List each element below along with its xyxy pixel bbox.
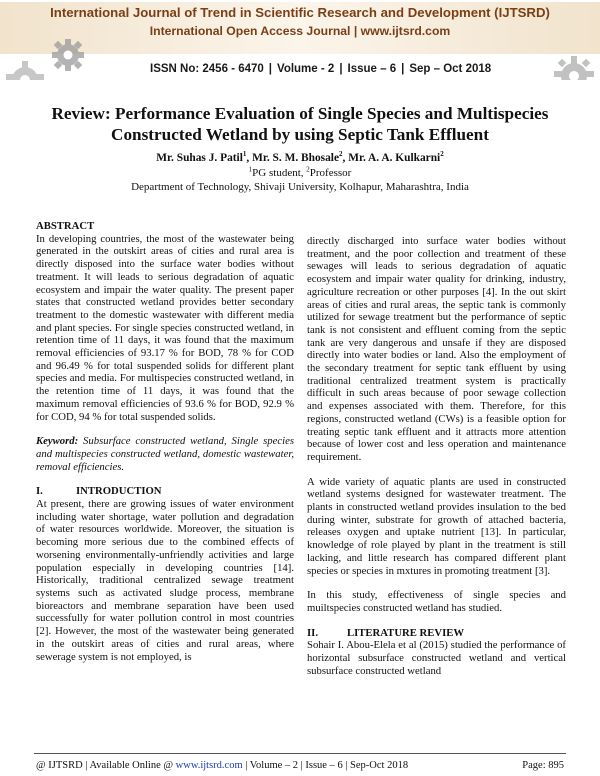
paper-title	[20, 103, 580, 145]
role-mark: 1	[248, 165, 253, 174]
footer-divider	[34, 753, 566, 754]
journal-website-link[interactable]: www.ijtsrd.com	[175, 760, 243, 771]
page-footer	[0, 747, 600, 776]
footer-prefix: @ IJTSRD | Available Online @	[36, 760, 176, 771]
journal-title: International Journal of Trend in Scientific Research and Development (IJTSRD)	[50, 5, 550, 20]
keywords-text: Subsurface constructed wetland, Single species and multispecies constructed wetland, domestic wastewater, removal efficiencies.	[36, 435, 295, 473]
paragraph: directly discharged into surface water bodies without treatment, and the poor collection and treatment of these sewages will leads to serious degradation of aquatic ecosystem and impair water quality for drinking, industry, agriculture recreation or other purposes [4]. In the out skirt areas of cities and rural areas, the septic tank is commonly utilized for sewage treatment but the performance of septic tank is not consistent and effluent coming from the septic tank are very dangerous and unsafe if they are disposed directly into water bodies or land. Also the employment of the secondary treatment for septic tank effluent by using traditional centralized treatment system is practically difficult in such areas because of poor sewage collection and expenses associated with them. Therefore, for this regions, constructed wetland (CWs) is a feasible option for treating septic tank effluent and it attracts more attention because of lower cost and less operation and maintenance requirement.	[307, 235, 566, 463]
intro-heading	[36, 485, 294, 498]
issn-number: ISSN No: 2456 - 6470	[150, 63, 264, 75]
abstract-heading: ABSTRACT	[36, 220, 95, 232]
paragraph: In this study, effectiveness of single species and muiltspecies constructed wetland has studied.	[307, 589, 566, 614]
keywords-label: Keyword:	[36, 435, 79, 448]
issue-date: Sep – Oct 2018	[409, 63, 492, 75]
gear-icon	[44, 36, 92, 74]
right-column	[307, 235, 566, 678]
author-affiliation-mark: 2	[339, 150, 343, 159]
author-affiliation-mark: 2	[440, 150, 444, 159]
footer-info	[36, 760, 408, 771]
section-title: LITERATURE REVIEW	[347, 626, 465, 639]
journal-subtitle: International Open Access Journal | www.ijtsrd.com	[149, 24, 451, 38]
paragraph: Sohair I. Abou-Elela et al (2015) studied the performance of horizontal subsurface constructed wetland and vertical subsurface constructed wetland	[307, 639, 566, 677]
author-roles	[0, 167, 600, 179]
department: Department of Technology, Shivaji University, Kolhapur, Maharashtra, India	[131, 181, 469, 193]
intro-text: At present, there are growing issues of water environment including water shortage, water pollution and degradation of water resources worldwide. Moreover, the situation is becoming more serious due to the combined effects of worsening environmentally-unfriendly activities and large population especially in developing countries [14]. Historically, traditional centralized sewage treatment systems such as activated sludge process, membrane bioreactors and membrane separation have been used successfully for water pollution control in most countries [2]. However, the most of the wastewater being generated in the outskirt areas of cities and rural areas, where sewerage system is not employed, is	[36, 498, 294, 663]
literature-heading	[307, 627, 566, 640]
issn-line: ISSN No: 2456 - 6470 | Volume - 2 | Issue – 6 | Sep – Oct 2018	[150, 63, 492, 75]
section-number: I.	[36, 485, 43, 498]
role-text: PG student,	[252, 167, 304, 179]
paper-title-line-2: Constructed Wetland by using Septic Tank Effluent	[111, 125, 489, 144]
left-column	[36, 220, 294, 663]
issue: Issue – 6	[347, 63, 397, 75]
gear-icon	[3, 58, 47, 80]
author-affiliation-mark: 1	[242, 150, 247, 159]
section-title: INTRODUCTION	[76, 485, 162, 498]
keywords	[36, 435, 294, 473]
paragraph: A wide variety of aquatic plants are used in constructed wetland systems designed for wastewater treatment. The plants in constructed wetland provides insulation to the bed during winter, substrate for growth of attached bacteria, releases oxygen and uptake nutrient [13]. In particular, knowledge of role played by plant in the treatment is still lacking, and little research has compared different plant species or species in mxtures in promoting treatment [3].	[307, 475, 566, 577]
abstract-text: In developing countries, the most of the wastewater being generated in the outskirt areas of cities and rural area is directly disposed into the surface water bodies without treatment. It will leads to serious degradation of aquatic ecosystem and impair the water quality. The present paper states that constructed wetland provides better secondary treatment to the domestic wastewater with different media and plant species. For single species constructed wetland, in retention time of 11 days, it was found that the maximum removal efficiencies of 93.17 % for BOD, 78 % for COD and 96.49 % for total suspended solids for different plant species and media. For multispecies constructed wetland, in the retention time of 11 days, it was found that the maximum removal efficiencies of 93.6 % for BOD, 92.9 % for COD, 94 % for total suspended solids.	[36, 232, 294, 423]
role-mark: 2	[306, 165, 310, 174]
author-name: Mr. S. M. Bhosale	[252, 152, 340, 164]
page-number: Page: 895	[522, 760, 564, 771]
paper-title-line-1: Review: Performance Evaluation of Single Species and Multispecies	[51, 104, 549, 123]
section-number: II.	[307, 626, 318, 639]
journal-header	[0, 0, 600, 82]
author-list: Mr. Suhas J. Patil$^1$, Mr. S. M. Bhosale$^2$, Mr. A. A. Kulkarni$^2$	[156, 150, 444, 164]
author-name: Mr. Suhas J. Patil	[156, 152, 243, 164]
footer-suffix: | Volume – 2 | Issue – 6 | Sep-Oct 2018	[242, 760, 409, 771]
gear-icon	[548, 50, 596, 80]
volume: Volume - 2	[277, 63, 335, 75]
author-name: Mr. A. A. Kulkarni	[348, 152, 441, 164]
role-text: Professor	[309, 167, 352, 179]
